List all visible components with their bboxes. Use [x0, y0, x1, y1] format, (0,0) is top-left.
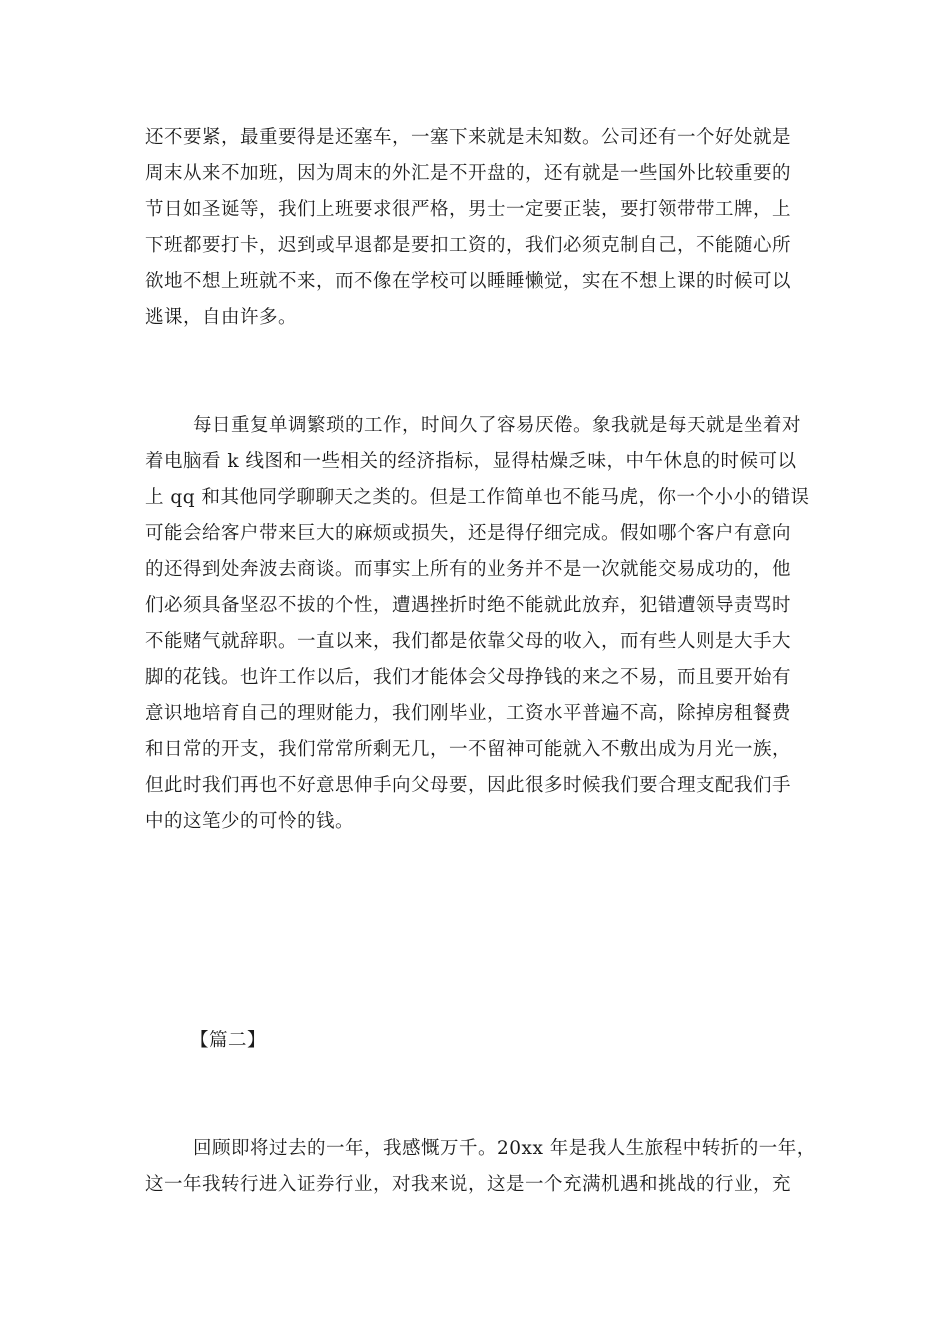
paragraph-3-line-2: 这一年我转行进入证券行业，对我来说，这是一个充满机遇和挑战的行业，充 — [145, 1174, 792, 1195]
paragraph-2-line-6: 们必须具备坚忍不拔的个性，遭遇挫折时绝不能就此放弃，犯错遭领导责骂时 — [145, 595, 792, 616]
paragraph-1-line-5: 欲地不想上班就不来，而不像在学校可以睡睡懒觉，实在不想上课的时候可以 — [145, 271, 792, 292]
paragraph-1-line-4: 下班都要打卡，迟到或早退都是要扣工资的，我们必须克制自己，不能随心所 — [145, 235, 792, 256]
paragraph-1-line-3: 节日如圣诞等，我们上班要求很严格，男士一定要正装，要打领带带工牌，上 — [145, 199, 792, 220]
paragraph-2-line-3: 上 qq 和其他同学聊聊天之类的。但是工作简单也不能马虎，你一个小小的错误 — [145, 487, 810, 508]
paragraph-2-line-10: 和日常的开支，我们常常所剩无几，一不留神可能就入不敷出成为月光一族， — [145, 739, 792, 760]
paragraph-3-line-1: 回顾即将过去的一年，我感慨万千。20xx 年是我人生旅程中转折的一年， — [193, 1138, 816, 1159]
paragraph-2-line-8: 脚的花钱。也许工作以后，我们才能体会父母挣钱的来之不易，而且要开始有 — [145, 667, 792, 688]
paragraph-2-line-4: 可能会给客户带来巨大的麻烦或损失，还是得仔细完成。假如哪个客户有意向 — [145, 523, 792, 544]
paragraph-2-line-7: 不能赌气就辞职。一直以来，我们都是依靠父母的收入，而有些人则是大手大 — [145, 631, 792, 652]
paragraph-2-line-9: 意识地培育自己的理财能力，我们刚毕业，工资水平普遍不高，除掉房租餐费 — [145, 703, 792, 724]
paragraph-2-line-12: 中的这笔少的可怜的钱。 — [145, 811, 355, 832]
paragraph-2-line-2: 着电脑看 k 线图和一些相关的经济指标，显得枯燥乏味，中午休息的时候可以 — [145, 451, 797, 472]
paragraph-1-line-6: 逃课，自由许多。 — [145, 307, 298, 328]
paragraph-2-line-1: 每日重复单调繁琐的工作，时间久了容易厌倦。象我就是每天就是坐着对 — [193, 415, 802, 436]
section-heading: 【篇二】 — [190, 1030, 267, 1051]
paragraph-2-line-11: 但此时我们再也不好意思伸手向父母要，因此很多时候我们要合理支配我们手 — [145, 775, 792, 796]
paragraph-2-line-5: 的还得到处奔波去商谈。而事实上所有的业务并不是一次就能交易成功的，他 — [145, 559, 792, 580]
paragraph-1-line-2: 周末从来不加班，因为周末的外汇是不开盘的，还有就是一些国外比较重要的 — [145, 163, 792, 184]
paragraph-1-line-1: 还不要紧，最重要得是还塞车，一塞下来就是未知数。公司还有一个好处就是 — [145, 127, 792, 148]
